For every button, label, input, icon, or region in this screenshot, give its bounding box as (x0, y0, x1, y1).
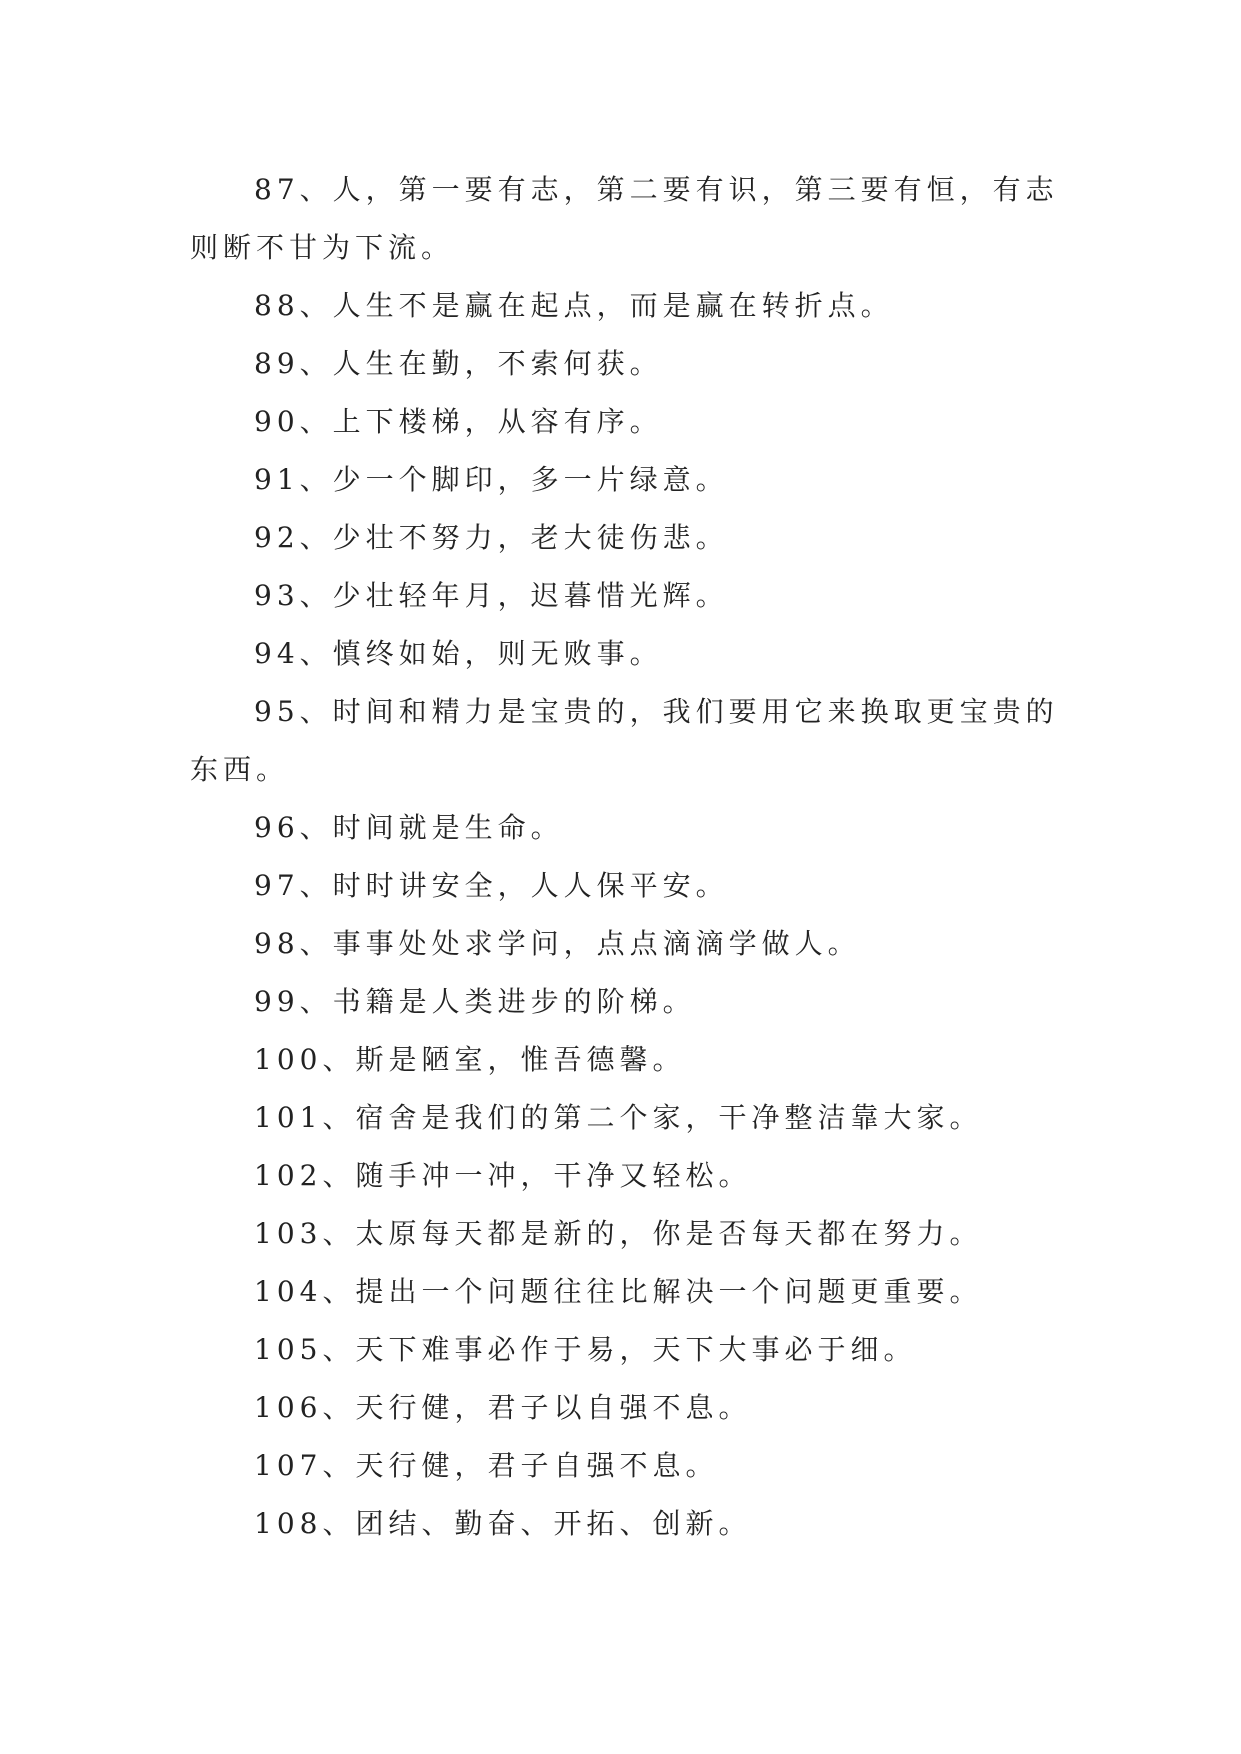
paragraph-98: 98、事事处处求学问，点点滴滴学做人。 (254, 927, 861, 960)
paragraph-101: 101、宿舍是我们的第二个家，干净整洁靠大家。 (254, 1101, 983, 1134)
paragraph-87: 87、人，第一要有志，第二要有识，第三要有恒，有志则断不甘为下流。 (190, 173, 1059, 264)
paragraph-102: 102、随手冲一冲，干净又轻松。 (254, 1159, 752, 1192)
document-body (190, 161, 1060, 1553)
paragraph-103: 103、太原每天都是新的，你是否每天都在努力。 (254, 1217, 983, 1250)
paragraph-88: 88、人生不是赢在起点，而是赢在转折点。 (254, 289, 894, 322)
paragraph-92: 92、少壮不努力，老大徒伤悲。 (254, 521, 729, 554)
paragraph-106: 106、天行健，君子以自强不息。 (254, 1391, 752, 1424)
paragraph-94: 94、慎终如始，则无败事。 (254, 637, 663, 670)
paragraph-95: 95、时间和精力是宝贵的，我们要用它来换取更宝贵的东西。 (190, 695, 1059, 786)
paragraph-104: 104、提出一个问题往往比解决一个问题更重要。 (254, 1275, 983, 1308)
paragraph-100: 100、斯是陋室，惟吾德馨。 (254, 1043, 686, 1076)
paragraph-97: 97、时时讲安全，人人保平安。 (254, 869, 729, 902)
paragraph-105: 105、天下难事必作于易，天下大事必于细。 (254, 1333, 917, 1366)
paragraph-89: 89、人生在勤，不索何获。 (254, 347, 663, 380)
paragraph-93: 93、少壮轻年月，迟暮惜光辉。 (254, 579, 729, 612)
paragraph-90: 90、上下楼梯，从容有序。 (254, 405, 663, 438)
paragraph-91: 91、少一个脚印，多一片绿意。 (254, 463, 729, 496)
paragraph-108: 108、团结、勤奋、开拓、创新。 (254, 1507, 752, 1540)
paragraph-96: 96、时间就是生命。 (254, 811, 564, 844)
paragraph-107: 107、天行健，君子自强不息。 (254, 1449, 719, 1482)
paragraph-99: 99、书籍是人类进步的阶梯。 (254, 985, 696, 1018)
